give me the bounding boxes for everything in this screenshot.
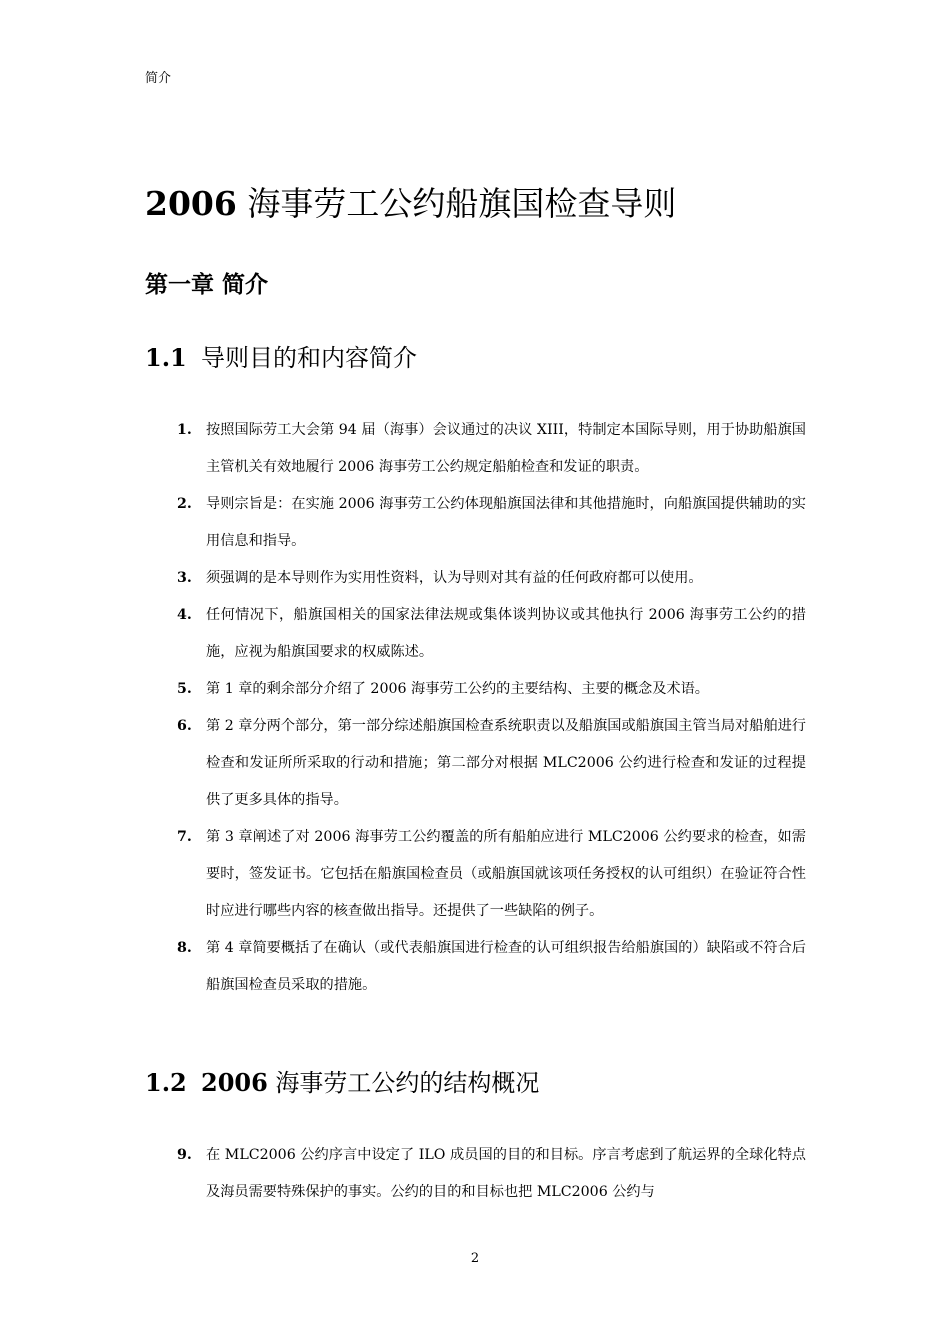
paragraph-number: 8.: [177, 940, 192, 956]
section-title-bold: 2006: [201, 1068, 268, 1097]
section-1-1-paragraphs: [0, 412, 950, 1004]
section-number: 1.1: [145, 343, 187, 372]
section-heading-1-2: [145, 1065, 539, 1101]
paragraph-number: 1.: [177, 422, 192, 438]
paragraph-text: 导则宗旨是：在实施 2006 海事劳工公约体现船旗国法律和其他措施时，向船旗国提供辅助的实用信息和指导。: [206, 496, 806, 549]
section-heading-1-1: [145, 340, 417, 376]
list-item: [0, 486, 806, 560]
paragraph-text: 任何情况下，船旗国相关的国家法律法规或集体谈判协议或其他执行 2006 海事劳工公约的措施，应视为船旗国要求的权威陈述。: [206, 607, 806, 660]
list-item: [0, 930, 806, 1004]
section-number: 1.2: [145, 1068, 187, 1097]
page-number: 2: [470, 1251, 480, 1266]
section-1-2-paragraphs: [0, 1137, 950, 1211]
list-item: [0, 671, 806, 708]
list-item: [0, 1137, 806, 1211]
paragraph-text: 第 1 章的剩余部分介绍了 2006 海事劳工公约的主要结构、主要的概念及术语。: [206, 681, 709, 697]
paragraph-number: 4.: [177, 607, 192, 623]
paragraph-text: 须强调的是本导则作为实用性资料，认为导则对其有益的任何政府都可以使用。: [206, 570, 703, 586]
list-item: [0, 819, 806, 930]
paragraph-text: 第 2 章分两个部分，第一部分综述船旗国检查系统职责以及船旗国或船旗国主管当局对船舶进行检查和发证所所采取的行动和措施；第二部分对根据 MLC2006 公约进行检查和发证的过程提供了更多具体的指导。: [206, 718, 806, 808]
paragraph-text: 按照国际劳工大会第 94 届（海事）会议通过的决议 XIII，特制定本国际导则，用于协助船旗国主管机关有效地履行 2006 海事劳工公约规定船舶检查和发证的职责。: [206, 422, 806, 475]
document-title-year: 2006: [145, 184, 237, 223]
paragraph-number: 2.: [177, 496, 192, 512]
paragraph-number: 7.: [177, 829, 192, 845]
list-item: [0, 597, 806, 671]
section-title: 海事劳工公约的结构概况: [267, 1069, 540, 1097]
paragraph-number: 6.: [177, 718, 192, 734]
list-item: [0, 708, 806, 819]
paragraph-text: 在 MLC2006 公约序言中设定了 ILO 成员国的目的和目标。序言考虑到了航运界的全球化特点及海员需要特殊保护的事实。公约的目的和目标也把 MLC2006 公约与: [206, 1147, 806, 1200]
document-title: [145, 180, 676, 228]
section-title: 导则目的和内容简介: [201, 344, 417, 372]
paragraph-text: 第 4 章简要概括了在确认（或代表船旗国进行检查的认可组织报告给船旗国的）缺陷或不符合后船旗国检查员采取的措施。: [206, 940, 806, 993]
running-header: 简介: [145, 71, 172, 86]
list-item: [0, 412, 806, 486]
list-item: [0, 560, 806, 597]
chapter-heading: 第一章 简介: [145, 272, 269, 298]
paragraph-number: 3.: [177, 570, 192, 586]
paragraph-number: 9.: [177, 1147, 192, 1163]
paragraph-number: 5.: [177, 681, 192, 697]
document-title-text: 海事劳工公约船旗国检查导则: [236, 184, 677, 223]
paragraph-text: 第 3 章阐述了对 2006 海事劳工公约覆盖的所有船舶应进行 MLC2006 公约要求的检查，如需要时，签发证书。它包括在船旗国检查员（或船旗国就该项任务授权的认可组织）在验证符合性时应进行哪些内容的核查做出指导。还提供了一些缺陷的例子。: [206, 829, 806, 919]
